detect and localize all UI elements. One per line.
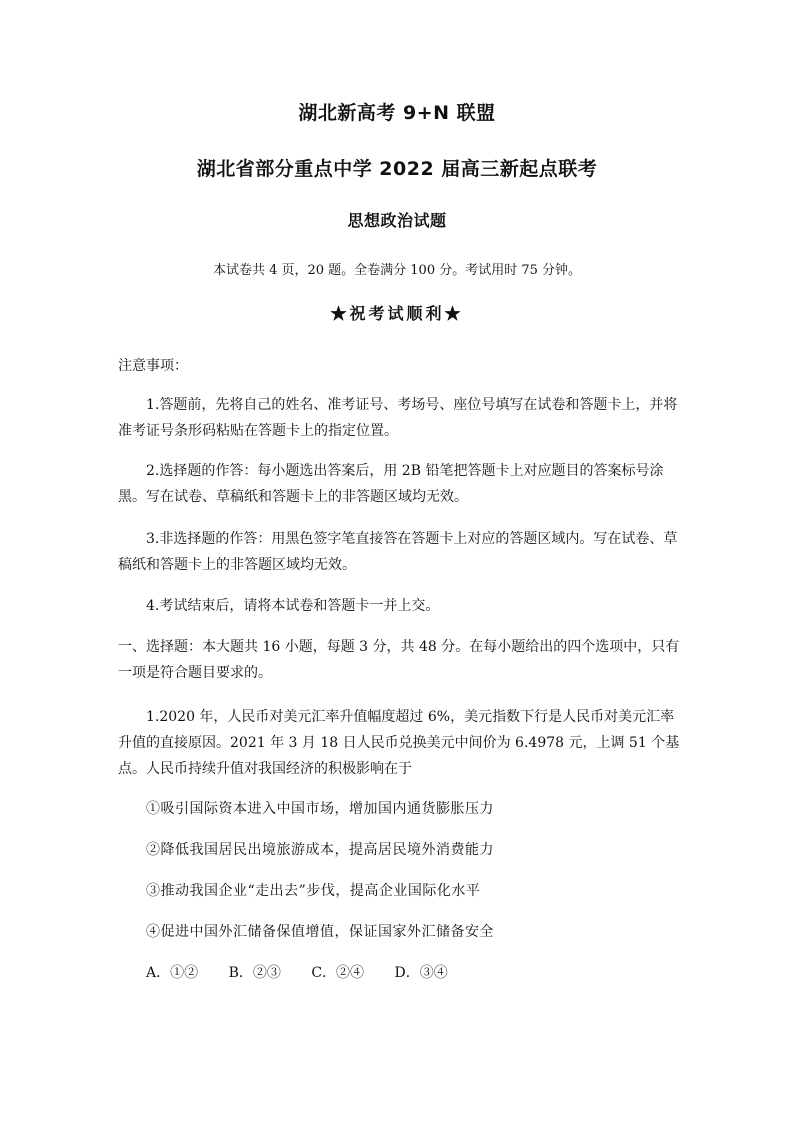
choice-b: B．②③	[228, 965, 281, 981]
alliance-title: 湖北新高考 9+N 联盟	[298, 102, 496, 124]
good-luck-banner: ★祝考试顺利★	[330, 304, 464, 323]
choice-c: C．②④	[311, 965, 365, 981]
notice-item-3: 3.非选择题的作答：用黑色签字笔直接答在答题卡上对应的答题区域内。写在试卷、草稿纸和答题卡上的非答题区域均无效。	[118, 531, 678, 573]
question-1-statement-2: ②降低我国居民出境旅游成本，提高居民境外消费能力	[146, 842, 494, 858]
question-1-stem: 1.2020 年，人民币对美元汇率升值幅度超过 6%，美元指数下行是人民币对美元汇率升值的直接原因。2021 年 3 月 18 日人民币兑换美元中间价为 6.4978 元，上调 51 个基点。人民币持续升值对我国经济的积极影响在于	[118, 709, 680, 777]
notice-item-2: 2.选择题的作答：每小题选出答案后，用 2B 铅笔把答题卡上对应题目的答案标号涂黑。写在试卷、草稿纸和答题卡上的非答题区域均无效。	[118, 463, 664, 505]
notice-heading: 注意事项：	[118, 358, 188, 374]
choice-d: D．③④	[394, 965, 448, 981]
notice-item-1: 1.答题前，先将自己的姓名、准考证号、考场号、座位号填写在试卷和答题卡上，并将准考证号条形码粘贴在答题卡上的指定位置。	[118, 397, 678, 439]
exam-info: 本试卷共 4 页，20 题。全卷满分 100 分。考试用时 75 分钟。	[212, 263, 582, 278]
choice-a: A．①②	[146, 965, 199, 981]
question-1-statement-4: ④促进中国外汇储备保值增值，保证国家外汇储备安全	[146, 924, 494, 940]
question-1-choices	[146, 960, 474, 986]
section-one-intro: 一、选择题：本大题共 16 小题，每题 3 分，共 48 分。在每小题给出的四个选项中，只有一项是符合题目要求的。	[118, 639, 680, 681]
subject-title: 思想政治试题	[347, 211, 447, 230]
exam-title: 湖北省部分重点中学 2022 届高三新起点联考	[196, 158, 598, 180]
notice-item-4: 4.考试结束后，请将本试卷和答题卡一并上交。	[146, 598, 440, 614]
question-1-statement-1: ①吸引国际资本进入中国市场，增加国内通货膨胀压力	[146, 801, 494, 817]
question-1-statement-3: ③推动我国企业“走出去”步伐，提高企业国际化水平	[146, 883, 481, 899]
